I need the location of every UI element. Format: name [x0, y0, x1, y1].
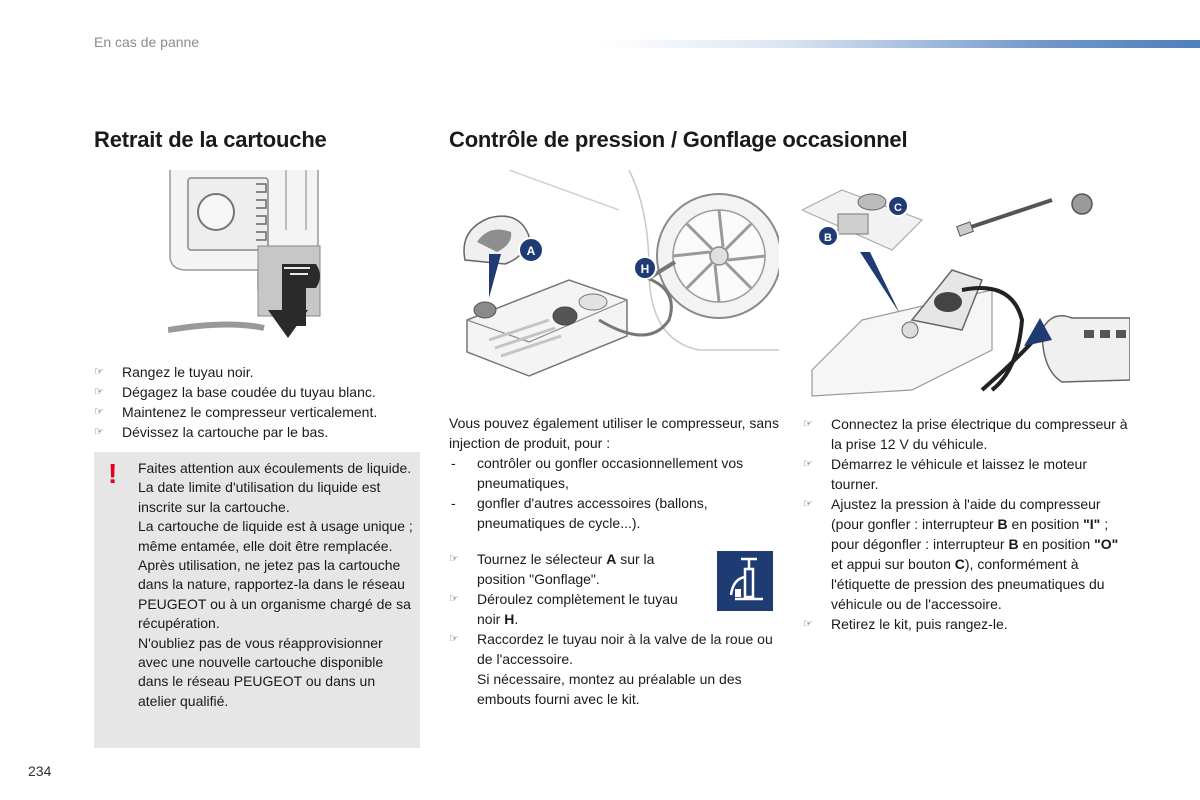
hand-pointer-icon: ☞ [803, 618, 813, 630]
intro-paragraph: Vous pouvez également utiliser le compresseur, sans injection de produit, pour : [449, 415, 779, 451]
hand-pointer-icon: ☞ [803, 418, 813, 430]
section-header: En cas de panne [94, 34, 200, 50]
callout-c: C [894, 202, 902, 214]
compressor-wheel-illustration [449, 170, 779, 404]
list-item: ☞ Connectez la prise électrique du compresseur à la prise 12 V du véhicule. [803, 416, 1128, 452]
hand-pointer-icon: ☞ [449, 633, 459, 645]
callout-a: A [526, 244, 536, 258]
hand-pointer-icon: ☞ [449, 553, 459, 565]
list-item: ☞ Déroulez complètement le tuyau noir H. [449, 591, 678, 627]
hand-pointer-icon: ☞ [803, 458, 813, 470]
hand-pointer-icon: ☞ [94, 366, 104, 378]
list-item: ☞ Retirez le kit, puis rangez-le. [803, 616, 1008, 632]
inflation-steps-list-2 [449, 629, 779, 709]
cartridge-steps-list [94, 362, 424, 442]
tire-pump-icon [717, 551, 773, 611]
hand-pointer-icon: ☞ [94, 406, 104, 418]
list-item: ☞ Rangez le tuyau noir. [94, 364, 254, 380]
list-item: ☞ Maintenez le compresseur verticalement. [94, 404, 378, 420]
callout-h: H [640, 262, 650, 276]
list-item: ☞ Démarrez le véhicule et laissez le moteur tourner. [803, 456, 1087, 492]
list-item: ☞ Tournez le sélecteur A sur la position "Gonflage". [449, 551, 655, 587]
warning-box [94, 452, 420, 748]
connection-steps-list [803, 414, 1133, 634]
list-item: ☞ Dégagez la base coudée du tuyau blanc. [94, 384, 376, 400]
hand-pointer-icon: ☞ [449, 593, 459, 605]
warning-text: Faites attention aux écoulements de liquide. La date limite d'utilisation du liquide est inscrite sur la cartouche. La cartouche de liquide est à usage unique ; même entamée, elle doit être remplacée. Après utilisation, ne jetez pas la cartouche dans la nature, rapportez-la dans le réseau PEUGEOT ou à un organisme chargé de sa récupération. N'oubliez pas de vous réapprovisionner avec une nouvelle cartouche disponible dans le réseau PEUGEOT ou dans un atelier qualifié. [138, 460, 413, 709]
list-item: - gonfler d'autres accessoires (ballons, pneumatiques de cycle...). [451, 495, 708, 531]
hand-pointer-icon: ☞ [94, 426, 104, 438]
header-gradient-bar [600, 40, 1200, 48]
hand-pointer-icon: ☞ [803, 498, 813, 510]
list-item: - contrôler ou gonfler occasionnellement vos pneumatiques, [451, 455, 744, 491]
exclamation-icon: ! [108, 458, 118, 489]
inflation-steps-list [449, 549, 699, 629]
title-pressure-check: Contrôle de pression / Gonflage occasionnel [449, 127, 908, 152]
callout-b: B [824, 232, 832, 244]
intro-block [449, 413, 779, 533]
list-item: ☞ Dévissez la cartouche par le bas. [94, 424, 329, 440]
cartridge-removal-illustration [168, 170, 328, 346]
list-item: ☞ Ajustez la pression à l'aide du compresseur (pour gonfler : interrupteur B en position "I" ; pour dégonfler : interrupteur B en position "O" et appui sur bouton C), conformément à l'étiquette de pression des pneumatiques du véhicule ou de l'accessoire. [803, 496, 1119, 612]
list-item: ☞ Raccordez le tuyau noir à la valve de la roue ou de l'accessoire. Si nécessaire, montez au préalable un des embouts fourni avec le kit. [449, 631, 773, 707]
page-number: 234 [28, 763, 52, 779]
title-cartridge-removal: Retrait de la cartouche [94, 127, 327, 152]
hand-pointer-icon: ☞ [94, 386, 104, 398]
socket-key-illustration [802, 170, 1130, 404]
